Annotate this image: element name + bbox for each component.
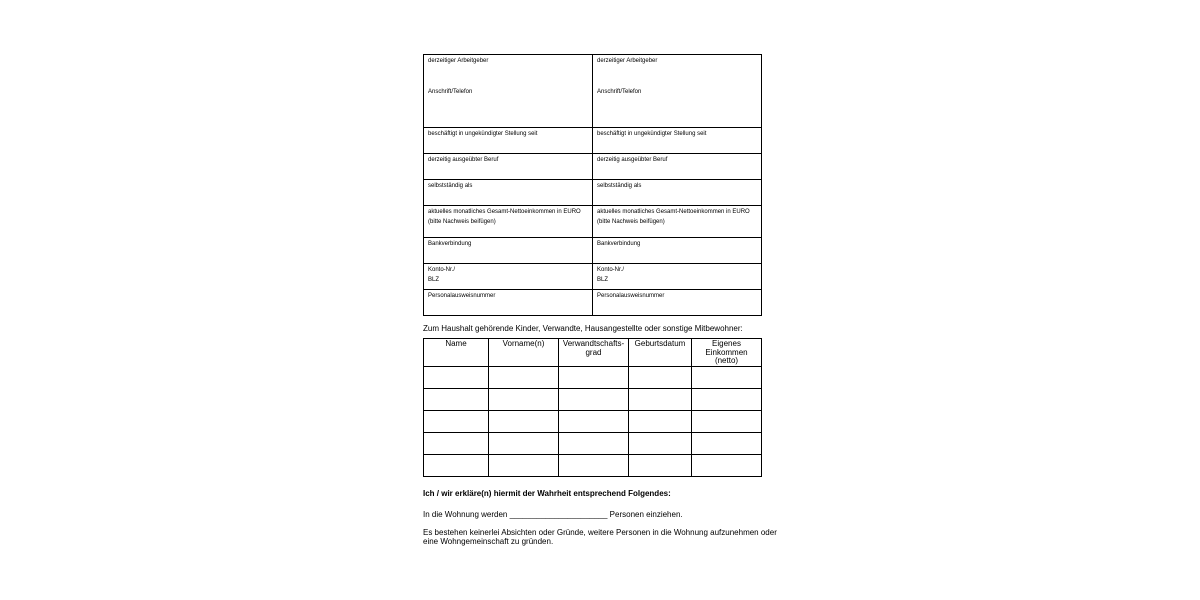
id-number-label: Personalausweisnummer xyxy=(428,293,496,299)
employer-label: derzeitiger Arbeitgeber xyxy=(428,58,489,64)
account-cell-left[interactable] xyxy=(424,264,593,290)
table-cell[interactable] xyxy=(489,366,559,388)
table-row xyxy=(424,432,762,454)
employer-label: derzeitiger Arbeitgeber xyxy=(597,58,658,64)
table-cell[interactable] xyxy=(489,454,559,476)
account-label: Konto-Nr./ xyxy=(428,267,456,273)
employed-since-label: beschäftigt in ungekündigter Stellung seit xyxy=(597,131,707,137)
table-header-row xyxy=(424,339,762,367)
address-phone-label: Anschrift/Telefon xyxy=(428,89,473,95)
bank-label: Bankverbindung xyxy=(428,241,472,247)
table-cell[interactable] xyxy=(559,366,629,388)
address-phone-label: Anschrift/Telefon xyxy=(597,89,642,95)
table-row xyxy=(424,264,762,290)
table-row xyxy=(424,366,762,388)
table-row xyxy=(424,410,762,432)
declaration-no-additional-persons: Es bestehen keinerlei Absichten oder Gründe, weitere Personen in die Wohnung aufzunehmen oder eine Wohngemeinschaft zu gründen. xyxy=(423,528,777,546)
table-cell[interactable] xyxy=(629,410,692,432)
table-row xyxy=(424,388,762,410)
table-cell[interactable] xyxy=(489,388,559,410)
self-employed-label: selbstständig als xyxy=(597,183,642,189)
table-cell[interactable] xyxy=(424,366,489,388)
employer-cell-right[interactable] xyxy=(593,55,762,128)
table-row xyxy=(424,180,762,206)
table-cell[interactable] xyxy=(559,388,629,410)
table-cell[interactable] xyxy=(559,432,629,454)
table-cell[interactable] xyxy=(424,410,489,432)
id-number-cell-left[interactable] xyxy=(424,290,593,316)
income-proof-label: (bitte Nachweis beifügen) xyxy=(428,219,496,225)
blz-label: BLZ xyxy=(428,277,440,283)
employed-since-cell-right[interactable] xyxy=(593,128,762,154)
declaration-persons-line: In die Wohnung werden ______________________ Personen einziehen. xyxy=(423,510,683,519)
account-label: Konto-Nr./ xyxy=(597,267,625,273)
table-cell[interactable] xyxy=(424,388,489,410)
income-label: aktuelles monatliches Gesamt-Nettoeinkommen in EURO xyxy=(428,209,581,215)
table-cell[interactable] xyxy=(424,454,489,476)
profession-cell-right[interactable] xyxy=(593,154,762,180)
table-cell[interactable] xyxy=(692,432,762,454)
declaration-title: Ich / wir erkläre(n) hiermit der Wahrheit entsprechend Folgendes: xyxy=(423,489,671,498)
blz-label: BLZ xyxy=(597,277,609,283)
self-employed-label: selbstständig als xyxy=(428,183,473,189)
column-header-own-income: Eigenes Einkommen (netto) xyxy=(692,339,762,367)
table-cell[interactable] xyxy=(629,366,692,388)
employer-cell-left[interactable] xyxy=(424,55,593,128)
table-cell[interactable] xyxy=(424,432,489,454)
table-cell[interactable] xyxy=(559,454,629,476)
profession-label: derzeitig ausgeübter Beruf xyxy=(597,157,668,163)
table-cell[interactable] xyxy=(629,388,692,410)
table-cell[interactable] xyxy=(692,366,762,388)
table-row xyxy=(424,206,762,238)
table-cell[interactable] xyxy=(629,432,692,454)
table-cell[interactable] xyxy=(692,388,762,410)
table-row xyxy=(424,128,762,154)
household-heading: Zum Haushalt gehörende Kinder, Verwandte, Hausangestellte oder sonstige Mitbewohner: xyxy=(423,324,743,333)
table-row xyxy=(424,290,762,316)
id-number-label: Personalausweisnummer xyxy=(597,293,665,299)
income-cell-right[interactable] xyxy=(593,206,762,238)
bank-cell-left[interactable] xyxy=(424,238,593,264)
table-cell[interactable] xyxy=(692,454,762,476)
self-employed-cell-left[interactable] xyxy=(424,180,593,206)
bank-cell-right[interactable] xyxy=(593,238,762,264)
profession-label: derzeitig ausgeübter Beruf xyxy=(428,157,499,163)
bank-label: Bankverbindung xyxy=(597,241,641,247)
account-cell-right[interactable] xyxy=(593,264,762,290)
table-cell[interactable] xyxy=(629,454,692,476)
household-table xyxy=(423,338,762,477)
column-header-birthdate: Geburtsdatum xyxy=(629,339,692,367)
column-header-name: Name xyxy=(424,339,489,367)
table-row xyxy=(424,454,762,476)
column-header-relationship: Verwandtschafts- grad xyxy=(559,339,629,367)
income-cell-left[interactable] xyxy=(424,206,593,238)
table-cell[interactable] xyxy=(692,410,762,432)
column-header-first-names: Vorname(n) xyxy=(489,339,559,367)
table-row xyxy=(424,238,762,264)
table-cell[interactable] xyxy=(489,432,559,454)
profession-cell-left[interactable] xyxy=(424,154,593,180)
self-employed-cell-right[interactable] xyxy=(593,180,762,206)
table-cell[interactable] xyxy=(559,410,629,432)
employed-since-label: beschäftigt in ungekündigter Stellung seit xyxy=(428,131,538,137)
id-number-cell-right[interactable] xyxy=(593,290,762,316)
employed-since-cell-left[interactable] xyxy=(424,128,593,154)
income-label: aktuelles monatliches Gesamt-Nettoeinkommen in EURO xyxy=(597,209,750,215)
employment-table xyxy=(423,54,762,316)
income-proof-label: (bitte Nachweis beifügen) xyxy=(597,219,665,225)
table-row xyxy=(424,55,762,128)
table-row xyxy=(424,154,762,180)
table-cell[interactable] xyxy=(489,410,559,432)
